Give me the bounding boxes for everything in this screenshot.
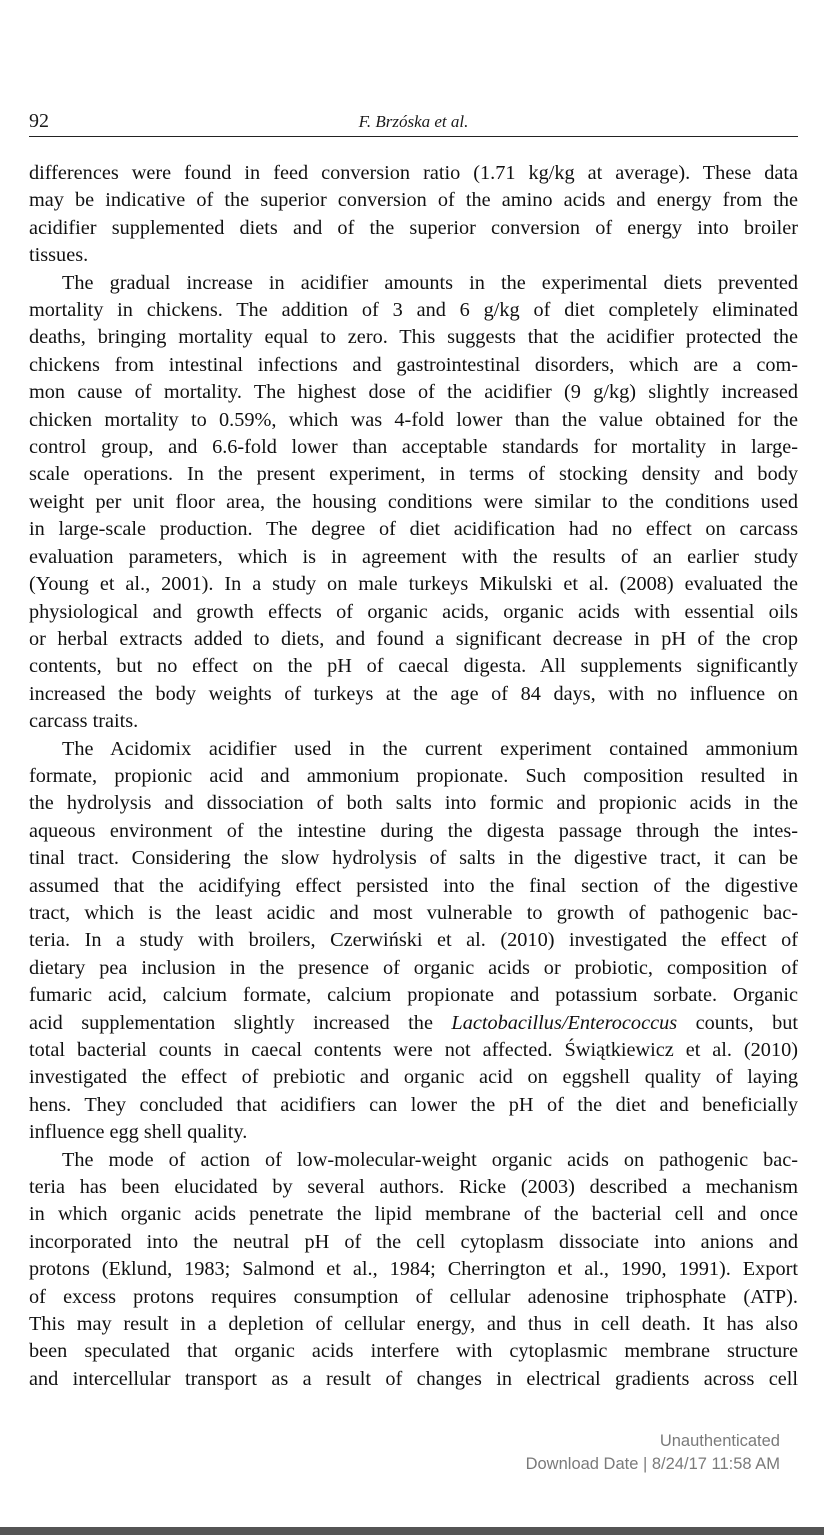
paragraph: [29, 1147, 798, 1394]
page-number: 92: [29, 110, 49, 132]
text-line: tract, which is the least acidic and most vulnerable to growth of pathogenic bac-: [29, 901, 798, 924]
text-line: chicken mortality to 0.59%, which was 4-fold lower than the value obtained for the: [29, 408, 798, 431]
text-line: formate, propionic acid and ammonium propionate. Such composition resulted in: [29, 764, 798, 787]
text-line: dietary pea inclusion in the presence of organic acids or probiotic, composition of: [29, 956, 798, 979]
bottom-bar: [0, 1527, 824, 1535]
text-line: scale operations. In the present experiment, in terms of stocking density and body: [29, 463, 798, 486]
text-line: tissues.: [29, 244, 89, 267]
text-line: The mode of action of low-molecular-weight organic acids on pathogenic bac-: [62, 1148, 798, 1171]
text-line: incorporated into the neutral pH of the cell cytoplasm dissociate into anions and: [29, 1230, 798, 1253]
text-line: and intercellular transport as a result of changes in electrical gradients across cell: [29, 1367, 798, 1390]
text-line: physiological and growth effects of organic acids, organic acids with essential oils: [29, 600, 798, 623]
text-line: (Young et al., 2001). In a study on male turkeys Mikulski et al. (2008) evaluated the: [29, 573, 798, 596]
text-line: acidifier supplemented diets and of the superior conversion of energy into broiler: [29, 216, 798, 239]
text-line: teria. In a study with broilers, Czerwiński et al. (2010) investigated the effect of: [29, 929, 798, 952]
text-line: teria has been elucidated by several authors. Ricke (2003) described a mechanism: [29, 1176, 798, 1199]
paragraph: [29, 736, 798, 1147]
text-line: in large-scale production. The degree of diet acidification had no effect on carcass: [29, 518, 798, 541]
download-footer: [526, 1430, 780, 1476]
text-line: This may result in a depletion of cellular energy, and thus in cell death. It has also: [29, 1313, 798, 1336]
text-line: mon cause of mortality. The highest dose of the acidifier (9 g/kg) slightly increased: [29, 381, 798, 404]
paragraph: [29, 270, 798, 736]
text-line: control group, and 6.6-fold lower than acceptable standards for mortality in large-: [29, 436, 798, 459]
text-line: mortality in chickens. The addition of 3 and 6 g/kg of diet completely eliminated: [29, 299, 798, 322]
text-line: carcass traits.: [29, 710, 139, 733]
text-line: been speculated that organic acids interfere with cytoplasmic membrane structure: [29, 1340, 798, 1363]
text-line: of excess protons requires consumption of cellular adenosine triphosphate (ATP).: [29, 1285, 798, 1308]
text-line: in which organic acids penetrate the lipid membrane of the bacterial cell and once: [29, 1203, 798, 1226]
text-segment: counts, but: [677, 1011, 798, 1034]
text-line: [29, 1010, 798, 1037]
text-line: total bacterial counts in caecal contents were not affected. Świątkiewicz et al. (2010): [29, 1039, 798, 1061]
text-line: deaths, bringing mortality equal to zero. This suggests that the acidifier protected the: [29, 326, 798, 349]
text-line: chickens from intestinal infections and gastrointestinal disorders, which are a com-: [29, 353, 798, 376]
text-line: investigated the effect of prebiotic and organic acid on eggshell quality of laying: [29, 1066, 798, 1089]
download-date: Download Date | 8/24/17 11:58 AM: [525, 1455, 780, 1473]
text-line: tinal tract. Considering the slow hydrolysis of salts in the digestive tract, it can be: [29, 847, 798, 870]
species-name: Lactobacillus/Enterococcus: [451, 1011, 678, 1034]
running-head: F. Brzóska et al.: [358, 112, 469, 131]
body-text: [29, 160, 798, 1393]
text-line: The gradual increase in acidifier amounts in the experimental diets prevented: [62, 271, 798, 294]
text-line: differences were found in feed conversion ratio (1.71 kg/kg at average). These data: [29, 162, 798, 184]
text-line: the hydrolysis and dissociation of both salts into formic and propionic acids in the: [29, 792, 798, 815]
text-line: hens. They concluded that acidifiers can lower the pH of the diet and beneficially: [29, 1093, 798, 1116]
text-line: fumaric acid, calcium formate, calcium propionate and potassium sorbate. Organic: [29, 984, 798, 1007]
text-line: may be indicative of the superior conversion of the amino acids and energy from the: [29, 189, 798, 212]
text-line: contents, but no effect on the pH of caecal digesta. All supplements significantly: [29, 655, 798, 678]
text-line: or herbal extracts added to diets, and found a significant decrease in pH of the crop: [29, 627, 798, 650]
page-header: [29, 110, 798, 137]
text-line: aqueous environment of the intestine during the digesta passage through the intes-: [29, 819, 798, 842]
text-line: increased the body weights of turkeys at the age of 84 days, with no influence on: [29, 682, 798, 705]
text-segment: acid supplementation slightly increased the: [29, 1011, 452, 1034]
text-line: assumed that the acidifying effect persisted into the final section of the digestive: [29, 874, 798, 897]
text-line: protons (Eklund, 1983; Salmond et al., 1984; Cherrington et al., 1990, 1991). Export: [29, 1258, 798, 1281]
paragraph: [29, 160, 798, 270]
text-line: weight per unit floor area, the housing conditions were similar to the conditions used: [29, 490, 798, 513]
text-line: The Acidomix acidifier used in the current experiment contained ammonium: [62, 737, 798, 760]
text-line: evaluation parameters, which is in agreement with the results of an earlier study: [29, 545, 798, 568]
authentication-status: Unauthenticated: [659, 1432, 780, 1450]
text-line: influence egg shell quality.: [29, 1121, 248, 1144]
